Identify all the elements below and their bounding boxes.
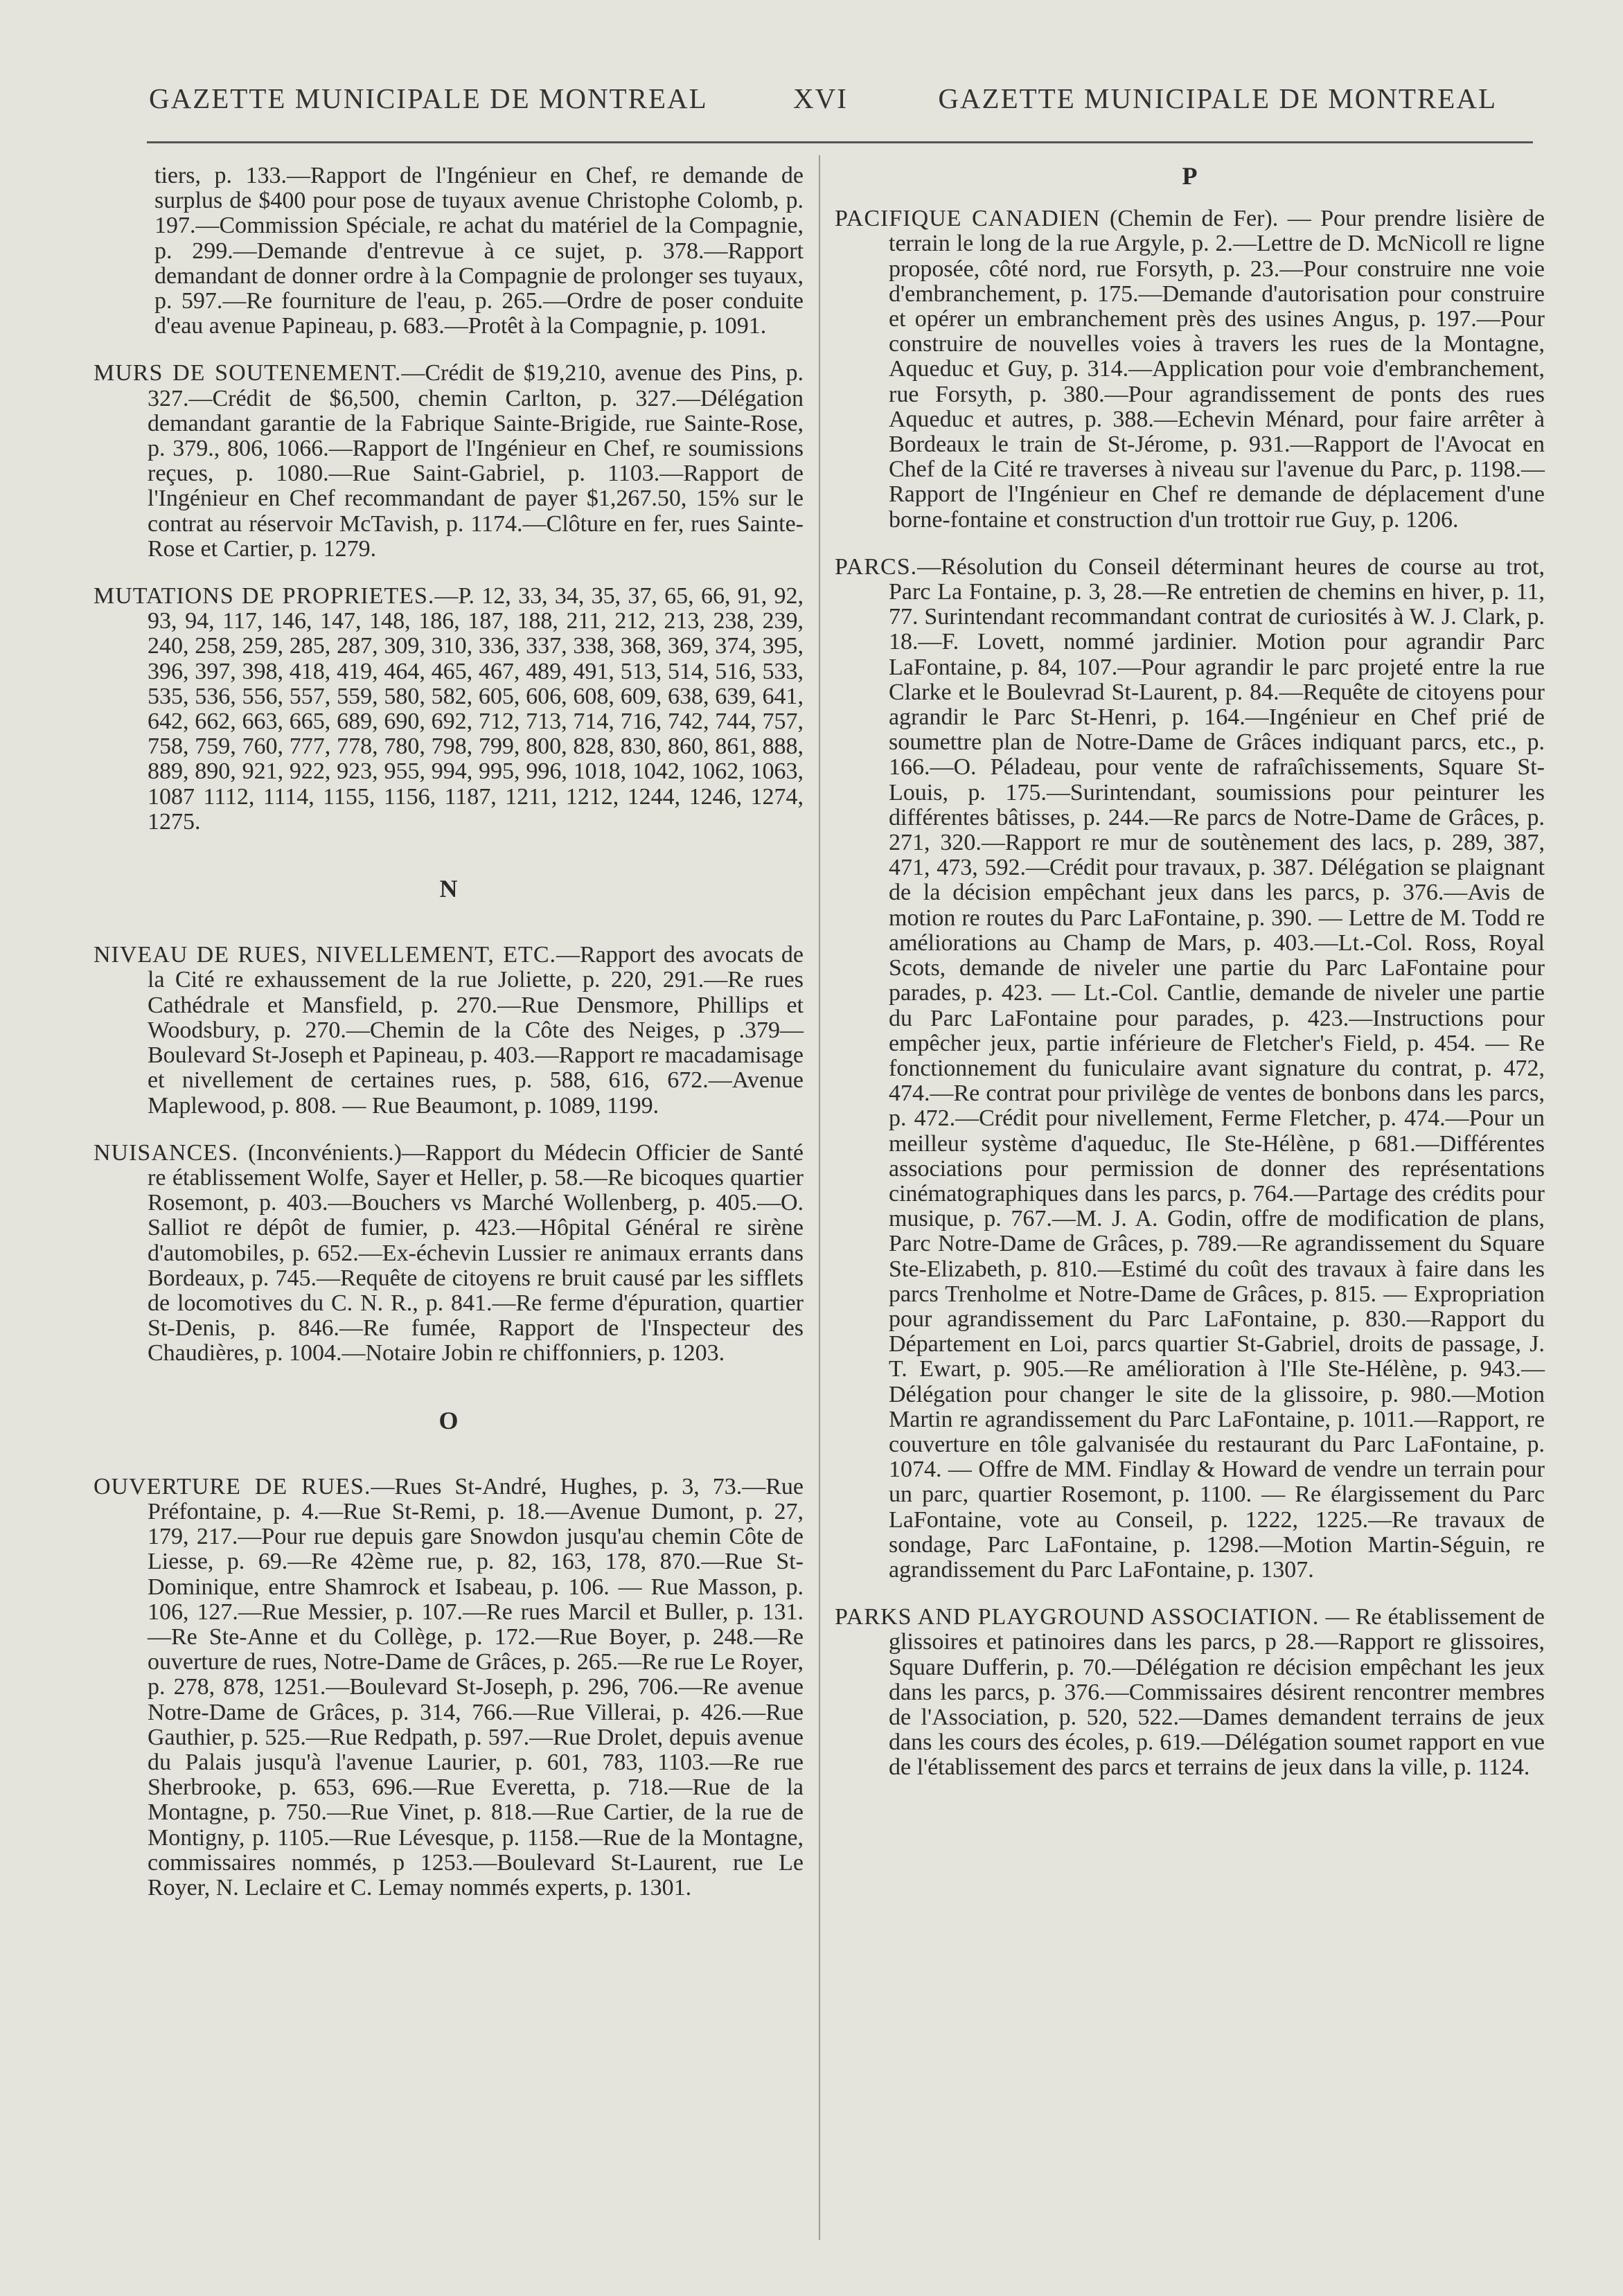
- entry-term: MUTATIONS DE PROPRIETES.: [94, 583, 435, 609]
- entry-term: OUVERTURE DE RUES.: [94, 1473, 371, 1499]
- entry-text: —Rapport des avocats de la Cité re exhaussement de la rue Joliette, p. 220, 291.—Re rues Cathédrale et Mansfield, p. 270.—Rue Densmore, Phillips et Woodsbury, p. 270.—Chemin de la Côte des Neiges, p .379—Boulevard St-Joseph et Papineau, p. 403.—Rapport re macadamisage et nivellement de certaines rues, p. 588, 616, 672.—Avenue Maplewood, p. 808. — Rue Beaumont, p. 1089, 1199.: [148, 942, 804, 1119]
- entry-text: (Inconvénients.)—Rapport du Médecin Officier de Santé re établissement Wolfe, Sayer et Heller, p. 58.—Re bicoques quartier Rosemont, p. 403.—Bouchers vs Marché Wollenberg, p. 405.—O. Salliot re dépôt de fumier, p. 423.—Hôpital Général re sirène d'automobiles, p. 652.—Ex-échevin Lussier re animaux errants dans Bordeaux, p. 745.—Requête de citoyens re bruit causé par les sifflets de locomotives du C. N. R., p. 841.—Re ferme d'épuration, quartier St-Denis, p. 846.—Re fumée, Rapport de l'Inspecteur des Chaudières, p. 1004.—Notaire Jobin re chiffonniers, p. 1203.: [148, 1139, 804, 1367]
- column-divider: [819, 155, 820, 2240]
- entry-text: — Re établissement de glissoires et patinoires dans les parcs, p 28.—Rapport re glissoires, Square Dufferin, p. 70.—Délégation re décision empêchant les jeux dans les parcs, p. 376.—Commissaires désirent rencontrer membres de l'Association, p. 520, 522.—Dames demandent terrains de jeux dans les cours des écoles, p. 619.—Délégation soumet rapport en vue de l'établissement des parcs et terrains de jeux dans la ville, p. 1124.: [889, 1604, 1545, 1781]
- entry-pacifique-canadien: [835, 206, 1545, 533]
- section-letter-o: O: [438, 1406, 459, 1434]
- entry-text: —Résolution du Conseil déterminant heures de course au trot, Parc La Fontaine, p. 3, 28.—Re entretien de chemins en hiver, p. 11, 77. Surintendant recommandant contrat de curiosités à W. J. Clark, p. 18.—F. Lovett, nommé jardinier. Motion pour agrandir Parc LaFontaine, p. 84, 107.—Pour agrandir le parc projeté entre la rue Clarke et le Boulevrad St-Laurent, p. 84.—Requête de citoyens pour agrandir le Parc St-Henri, p. 164.—Ingénieur en Chef prié de soumettre plan de Notre-Dame de Grâces indiquant parcs, etc., p. 166.—O. Péladeau, pour vente de rafraîchissements, Square St-Louis, p. 175.—Surintendant, soumissions pour peinturer les différentes bâtisses, p. 244.—Re parcs de Notre-Dame de Grâces, p. 271, 320.—Rapport re mur de soutènement des lacs, p. 289, 387, 471, 473, 592.—Crédit pour travaux, p. 387. Délégation se plaignant de la décision empêchant jeux dans les parcs, p. 376.—Avis de motion re routes du Parc LaFontaine, p. 390. — Lettre de M. Todd re améliorations au Champ de Mars, p. 403.—Lt.-Col. Ross, Royal Scots, demande de niveler une partie du Parc LaFontaine pour parades, p. 423. — Lt.-Col. Cantlie, demande de niveler une partie du Parc LaFontaine pour parades, p. 423.—Instructions pour empêcher jeux, partie inférieure de Fletcher's Field, p. 454. — Re fonctionnement du funiculaire avant signature du contrat, p. 472, 474.—Re contrat pour privilège de ventes de bonbons dans les parcs, p. 472.—Crédit pour nivellement, Ferme Fletcher, p. 474.—Pour un meilleur système d'aqueduc, Ile Ste-Hélène, p 681.—Différentes associations pour permission de donner des représentations cinématographiques dans les parcs, p. 764.—Partage des crédits pour musique, p. 767.—M. J. A. Godin, offre de modification de plans, Parc Notre-Dame de Grâces, p. 789.—Re agrandissement du Square Ste-Elizabeth, p. 810.—Estimé du coût des travaux à faire dans les parcs Trenholme et Notre-Dame de Grâces, p. 815. — Expropriation pour agrandissement du Parc LaFontaine, p. 830.—Rapport du Département en Loi, parcs quartier St-Gabriel, droits de passage, J. T. Ewart, p. 905.—Re amélioration à l'Ile Ste-Hélène, p. 943.—Délégation pour changer le site de la glissoire, p. 980.—Motion Martin re agrandissement du Parc LaFontaine, p. 1011.—Rapport, re couverture en tôle galvanisée du restaurant du Parc LaFontaine, p. 1074. — Offre de MM. Findlay & Howard de vendre un terrain pour un parc, quartier Rosemont, p. 1100. — Re élargissement du Parc LaFontaine, vote au Conseil, p. 1222, 1225.—Re travaux de sondage, Parc LaFontaine, p. 1298.—Motion Martin-Séguin, re agrandissement du Parc LaFontaine, p. 1307.: [889, 553, 1545, 1583]
- right-column: [835, 163, 1545, 1803]
- section-letter-p: P: [1182, 162, 1198, 190]
- entry-text: —P. 12, 33, 34, 35, 37, 65, 66, 91, 92, 93, 94, 117, 146, 147, 148, 186, 187, 188, 211, 212, 213, 238, 239, 240, 258, 259, 285, 287, 309, 310, 336, 337, 338, 368, 369, 374, 395, 396, 397, 398, 418, 419, 464, 465, 467, 489, 491, 513, 514, 516, 533, 535, 536, 556, 557, 559, 580, 582, 605, 606, 608, 609, 638, 639, 641, 642, 662, 663, 665, 689, 690, 692, 712, 713, 714, 716, 742, 744, 757, 758, 759, 760, 777, 778, 780, 798, 799, 800, 828, 830, 860, 861, 888, 889, 890, 921, 922, 923, 955, 994, 995, 996, 1018, 1042, 1062, 1063, 1087 1112, 1114, 1155, 1156, 1187, 1211, 1212, 1244, 1246, 1274, 1275.: [148, 583, 804, 835]
- entry-text: —Rues St-André, Hughes, p. 3, 73.—Rue Préfontaine, p. 4.—Rue St-Remi, p. 18.—Avenue Dumont, p. 27, 179, 217.—Pour rue depuis gare Snowdon jusqu'au chemin Côte de Liesse, p. 69.—Re 42ème rue, p. 82, 163, 178, 870.—Rue St-Dominique, entre Shamrock et Isabeau, p. 106. — Rue Masson, p. 106, 127.—Rue Messier, p. 107.—Re rues Marcil et Buller, p. 131.—Re Ste-Anne et du Collège, p. 172.—Rue Boyer, p. 248.—Re ouverture de rues, Notre-Dame de Grâces, p. 265.—Re rue Le Royer, p. 278, 878, 1251.—Boulevard St-Joseph, p. 296, 706.—Re avenue Notre-Dame de Grâces, p. 314, 766.—Rue Villerai, p. 426.—Rue Gauthier, p. 525.—Rue Redpath, p. 597.—Rue Drolet, depuis avenue du Palais jusqu'à l'avenue Laurier, p. 601, 783, 1103.—Re rue Sherbrooke, p. 653, 696.—Rue Everetta, p. 718.—Rue de la Montagne, p. 750.—Rue Vinet, p. 818.—Rue Cartier, de la rue de Montigny, p. 1105.—Rue Lévesque, p. 1158.—Rue de la Montagne, commissaires nommés, p 1253.—Boulevard St-Laurent, rue Le Royer, N. Leclaire et C. Lemay nommés experts, p. 1301.: [148, 1473, 804, 1901]
- page-number: XVI: [793, 82, 848, 114]
- entry-term: PARCS.: [835, 553, 918, 580]
- section-letter-n: N: [439, 875, 458, 903]
- entry-parcs: [835, 555, 1545, 1583]
- entry-term: MURS DE SOUTENEMENT.: [94, 360, 402, 386]
- header-title-left: GAZETTE MUNICIPALE DE MONTREAL: [149, 82, 708, 114]
- entry-niveau-de-rues: [94, 943, 804, 1118]
- entry-parks-and-playground: [835, 1605, 1545, 1780]
- entry-term: NUISANCES.: [94, 1139, 239, 1166]
- entry-term: PARKS AND PLAYGROUND ASSOCIATION.: [835, 1604, 1320, 1630]
- entry-ouverture-de-rues: [94, 1475, 804, 1901]
- entry-mutations-de-proprietes: [94, 584, 804, 835]
- left-column: [94, 163, 804, 1923]
- entry-term: PACIFIQUE CANADIEN: [835, 206, 1101, 232]
- entry-text: —Crédit de $19,210, avenue des Pins, p. 327.—Crédit de $6,500, chemin Carlton, p. 327.—Délégation demandant garantie de la Fabrique Sainte-Brigide, rue Sainte-Rose, p. 379., 806, 1066.—Rapport de l'Ingénieur en Chef, re soumissions reçues, p. 1080.—Rue Saint-Gabriel, p. 1103.—Rapport de l'Ingénieur en Chef recommandant de payer $1,267.50, 15% sur le contrat au réservoir McTavish, p. 1174.—Clôture en fer, rues Sainte-Rose et Cartier, p. 1279.: [148, 360, 804, 562]
- entry-text: (Chemin de Fer). — Pour prendre lisière de terrain le long de la rue Argyle, p. 2.—Lettre de D. McNicoll re ligne proposée, côté nord, rue Forsyth, p. 23.—Pour construire nne voie d'embranchement, p. 175.—Demande d'autorisation pour construire et opérer un embranchement près des usines Angus, p. 197.—Pour construire de nouvelles voies à travers les rues de la Montagne, Aqueduc et Guy, p. 314.—Application pour voie d'embranchement, rue Forsyth, p. 380.—Pour agrandissement de ponts des rues Aqueduc et autres, p. 388.—Echevin Ménard, pour faire arrêter à Bordeaux le train de St-Jérome, p. 931.—Rapport de l'Avocat en Chef de la Cité re traverses à niveau sur l'avenue du Parc, p. 1198.—Rapport de l'Ingénieur en Chef re demande de déplacement d'une borne-fontaine et construction d'un trottoir rue Guy, p. 1206.: [889, 206, 1545, 533]
- header-title-right: GAZETTE MUNICIPALE DE MONTREAL: [938, 82, 1497, 114]
- continued-entry: tiers, p. 133.—Rapport de l'Ingénieur en Chef, re demande de surplus de $400 pour pose de tuyaux avenue Christophe Colomb, p. 197.—Commission Spéciale, re achat du matériel de la Compagnie, p. 299.—Demande d'entrevue à ce sujet, p. 378.—Rapport demandant de donner ordre à la Compagnie de prolonger ses tuyaux, p. 597.—Re fourniture de l'eau, p. 265.—Ordre de poser conduite d'eau avenue Papineau, p. 683.—Protêt à la Compagnie, p. 1091.: [154, 163, 804, 339]
- header-rule-right: [786, 141, 1533, 143]
- page-header: [149, 82, 1497, 123]
- entry-nuisances: [94, 1141, 804, 1367]
- entry-term: NIVEAU DE RUES, NIVELLEMENT, ETC.: [94, 942, 557, 968]
- entry-murs-de-soutenement: [94, 361, 804, 562]
- header-rule-left: [147, 141, 788, 143]
